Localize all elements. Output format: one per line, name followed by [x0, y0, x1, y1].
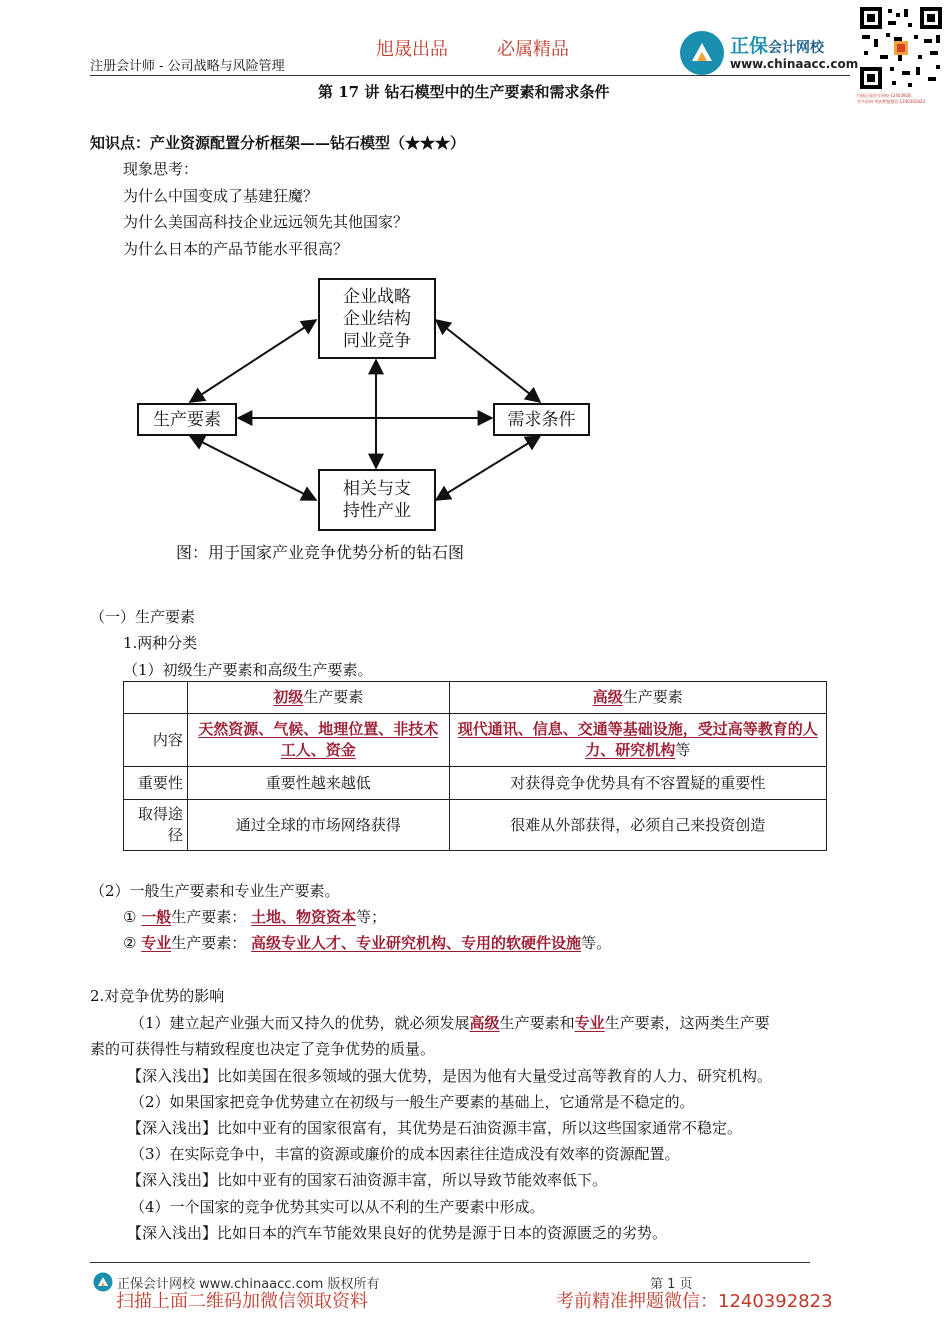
table-cell: 重要性越来越低	[187, 767, 449, 800]
impact-paragraph-1-cont: 素的可获得性与精致程度也决定了竞争优势的质量。	[90, 1040, 436, 1058]
diagram-box-strategy-line1: 企业战略	[343, 286, 411, 307]
table-row	[124, 800, 827, 851]
impact-example-2: 【深入浅出】比如中亚有的国家很富有，其优势是石油资源丰富，所以这些国家通常不稳定。	[127, 1119, 743, 1137]
diagram-box-related-line1: 相关与支	[343, 479, 411, 499]
qr-caption-2: 更多资料·考前押题微信·1240392823	[857, 99, 925, 104]
brand-name: 正保会计网校	[730, 35, 825, 57]
table-header-blank	[124, 682, 188, 714]
factors-table	[123, 681, 827, 851]
table-cell: 很难从外部获得，必须自己来投资创造	[449, 800, 826, 851]
diagram-box-related-line2: 持性产业	[343, 501, 411, 521]
footer-copyright: 正保会计网校 www.chinaacc.com 版权所有	[117, 1277, 380, 1292]
general-heading: （2）一般生产要素和专业生产要素。	[90, 882, 340, 900]
footer-promo-left: 扫描上面二维码加微信领取资料	[116, 1291, 368, 1312]
header-divider	[90, 75, 850, 76]
logo-icon	[680, 31, 724, 75]
diagram-box-factors: 生产要素	[137, 403, 237, 436]
impact-example-4: 【深入浅出】比如日本的汽车节能效果良好的优势是源于日本的资源匮乏的劣势。	[127, 1224, 668, 1242]
header-subtitle: 注册会计师 - 公司战略与风险管理	[90, 59, 285, 74]
brand-logo	[680, 31, 859, 75]
impact-paragraph-4: （4）一个国家的竞争优势其实可以从不利的生产要素中形成。	[130, 1198, 545, 1216]
diagram-caption: 图：用于国家产业竞争优势分析的钻石图	[176, 543, 465, 562]
table-row	[124, 767, 827, 800]
impact-paragraph-1: （1）建立起产业强大而又持久的优势，就必须发展高级生产要素和专业生产要素，这两类生产要	[130, 1014, 770, 1032]
footer-promo-right: 考前精准押题微信：1240392823	[556, 1291, 833, 1312]
table-row-label: 内容	[124, 714, 188, 767]
arrow-top-left	[190, 320, 316, 402]
intro-question-2: 为什么美国高科技企业远远领先其他国家？	[123, 213, 409, 231]
general-item-1: ① 一般生产要素： 土地、物资资本等；	[123, 908, 387, 926]
slogan-1: 旭晟出品	[376, 39, 448, 60]
impact-example-1: 【深入浅出】比如美国在很多领域的强大优势，是因为他有大量受过高等教育的人力、研究机构。	[127, 1067, 773, 1085]
impact-paragraph-2: （2）如果国家把竞争优势建立在初级与一般生产要素的基础上，它通常是不稳定的。	[130, 1093, 695, 1111]
brand-url[interactable]: www.chinaacc.com	[730, 57, 859, 71]
diagram-box-strategy-line3: 同业竞争	[343, 330, 411, 351]
diagram-box-demand: 需求条件	[493, 403, 590, 436]
diagram-box-related	[318, 469, 436, 531]
table-cell: 对获得竞争优势具有不容置疑的重要性	[449, 767, 826, 800]
arrow-left-bottom	[190, 436, 316, 500]
intro-lead: 现象思考：	[123, 160, 199, 178]
qr-code[interactable]	[858, 5, 944, 91]
diagram-box-strategy-line2: 企业结构	[343, 308, 411, 329]
footer-page-number: 第 1 页	[650, 1277, 693, 1292]
subheading-primary-advanced: （1）初级生产要素和高级生产要素。	[123, 661, 373, 679]
qr-caption-1: 扫描正保会计网校·12403928	[857, 93, 911, 98]
table-cell: 通过全球的市场网络获得	[187, 800, 449, 851]
arrow-top-right	[436, 320, 540, 402]
arrow-right-bottom	[436, 436, 540, 500]
table-header-advanced: 高级生产要素	[449, 682, 826, 714]
table-header-primary: 初级生产要素	[187, 682, 449, 714]
general-item-2: ② 专业生产要素： 高级专业人才、专业研究机构、专用的软硬件设施等。	[123, 934, 612, 952]
intro-question-1: 为什么中国变成了基建狂魔？	[123, 187, 319, 205]
table-row	[124, 714, 827, 767]
footer-logo-icon	[93, 1272, 113, 1292]
diagram-box-strategy	[318, 278, 436, 359]
table-cell: 天然资源、气候、地理位置、非技术工人、资金	[187, 714, 449, 767]
table-cell: 现代通讯、信息、交通等基础设施，受过高等教育的人力、研究机构等	[449, 714, 826, 767]
table-header-row	[124, 682, 827, 714]
page-title: 第 17 讲 钻石模型中的生产要素和需求条件	[318, 83, 610, 101]
footer-divider	[90, 1262, 810, 1263]
slogan-2: 必属精品	[497, 39, 569, 60]
intro-question-3: 为什么日本的产品节能水平很高？	[123, 240, 349, 258]
impact-heading: 2.对竞争优势的影响	[90, 987, 225, 1005]
impact-example-3: 【深入浅出】比如中亚有的国家石油资源丰富，所以导致节能效率低下。	[127, 1171, 608, 1189]
table-row-label: 重要性	[124, 767, 188, 800]
impact-paragraph-3: （3）在实际竞争中，丰富的资源或廉价的成本因素往往造成没有效率的资源配置。	[130, 1145, 680, 1163]
table-row-label: 取得途径	[124, 800, 188, 851]
knowledge-point-heading: 知识点：产业资源配置分析框架——钻石模型（★★★）	[90, 134, 466, 152]
section-heading-factors: （一）生产要素	[90, 608, 196, 626]
subheading-two-types: 1.两种分类	[123, 634, 198, 652]
